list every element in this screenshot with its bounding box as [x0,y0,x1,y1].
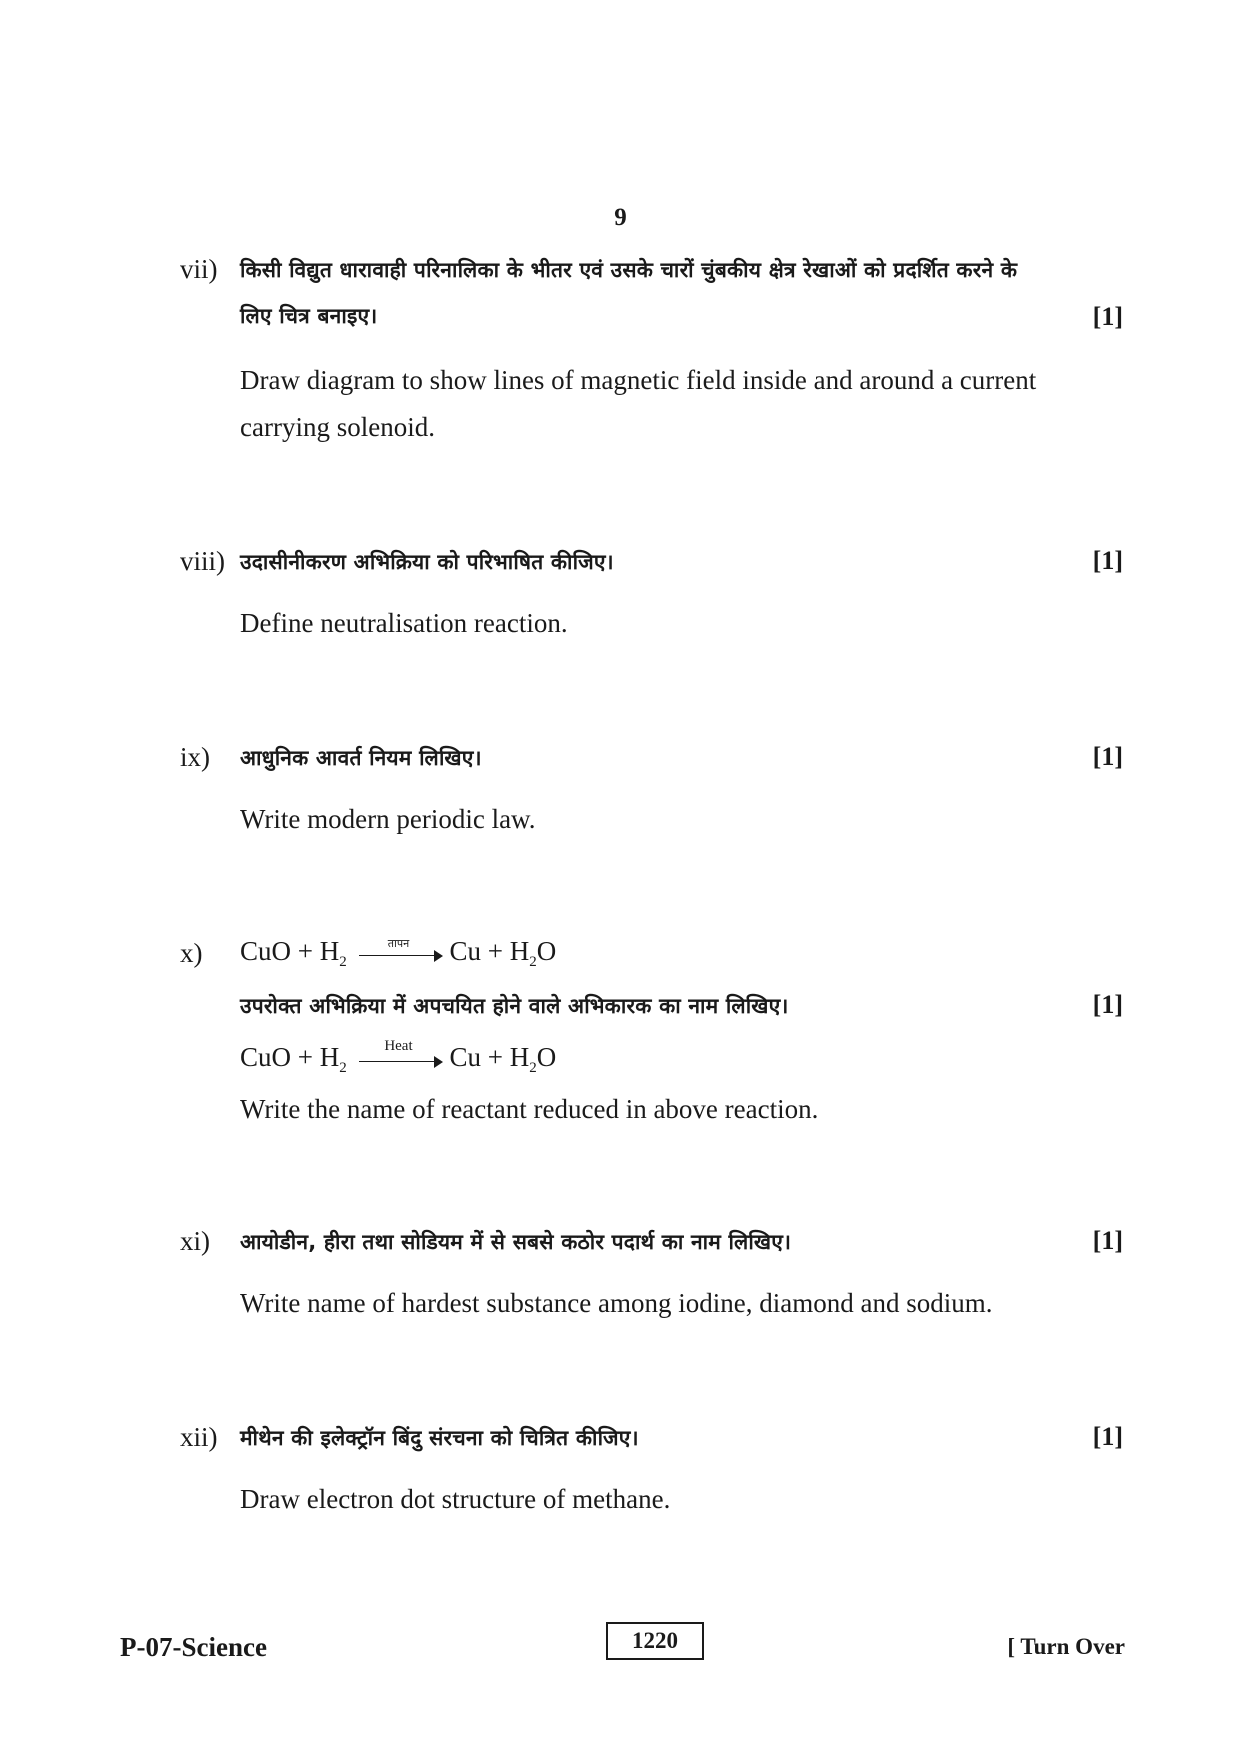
question-marks: [1] [1092,990,1123,1019]
question-hindi: उदासीनीकरण अभिक्रिया को परिभाषित कीजिए। [240,550,614,574]
question-english: Write the name of reactant reduced in above reaction. [240,1094,819,1124]
question-hindi-line-1: किसी विद्युत धारावाही परिनालिका के भीतर एवं उसके चारों चुंबकीय क्षेत्र रेखाओं को प्रदर्शित करने के [240,258,1018,282]
page-number: 9 [614,204,627,231]
question-number: xii) [180,1422,218,1452]
question-hindi-line-2: लिए चित्र बनाइए। [240,304,378,328]
chemical-equation-hindi: CuO + $H_2$ तापन $Cu + H_2O$ [240,936,557,970]
question-hindi: मीथेन की इलेक्ट्रॉन बिंदु संरचना को चित्रित कीजिए। [240,1426,639,1450]
question-marks: [1] [1092,302,1123,331]
question-number: ix) [180,742,210,772]
booklet-code-box: 1220 [606,1622,704,1660]
question-hindi: आधुनिक आवर्त नियम लिखिए। [240,746,482,770]
question-number: viii) [180,546,225,576]
question-hindi: आयोडीन, हीरा तथा सोडियम में से सबसे कठोर पदार्थ का नाम लिखिए। [240,1230,792,1254]
question-marks: [1] [1092,1422,1123,1451]
question-marks: [1] [1092,742,1123,771]
reaction-arrow [359,1038,443,1068]
question-number: vii) [180,254,218,284]
reaction-condition: तापन [387,937,410,950]
question-number: xi) [180,1226,210,1256]
chemical-equation-english: CuO + $H_2$ Heat $Cu + H_2O$ [240,1038,557,1076]
question-number: x) [180,938,203,968]
question-marks: [1] [1092,546,1123,575]
question-hindi: उपरोक्त अभिक्रिया में अपचयित होने वाले अभिकारक का नाम लिखिए। [240,994,789,1018]
question-english: Define neutralisation reaction. [240,608,568,638]
reaction-condition: Heat [384,1038,413,1054]
question-english: Write name of hardest substance among iodine, diamond and sodium. [240,1288,993,1318]
question-english: Draw diagram to show lines of magnetic field inside and around a current carrying solenoid. [240,365,1037,442]
question-english: Draw electron dot structure of methane. [240,1484,671,1514]
reaction-arrow [359,938,443,962]
question-english: Write modern periodic law. [240,804,536,834]
paper-code: P-07-Science [120,1632,267,1662]
question-marks: [1] [1092,1226,1123,1255]
turn-over-label: [ Turn Over [1007,1634,1125,1659]
